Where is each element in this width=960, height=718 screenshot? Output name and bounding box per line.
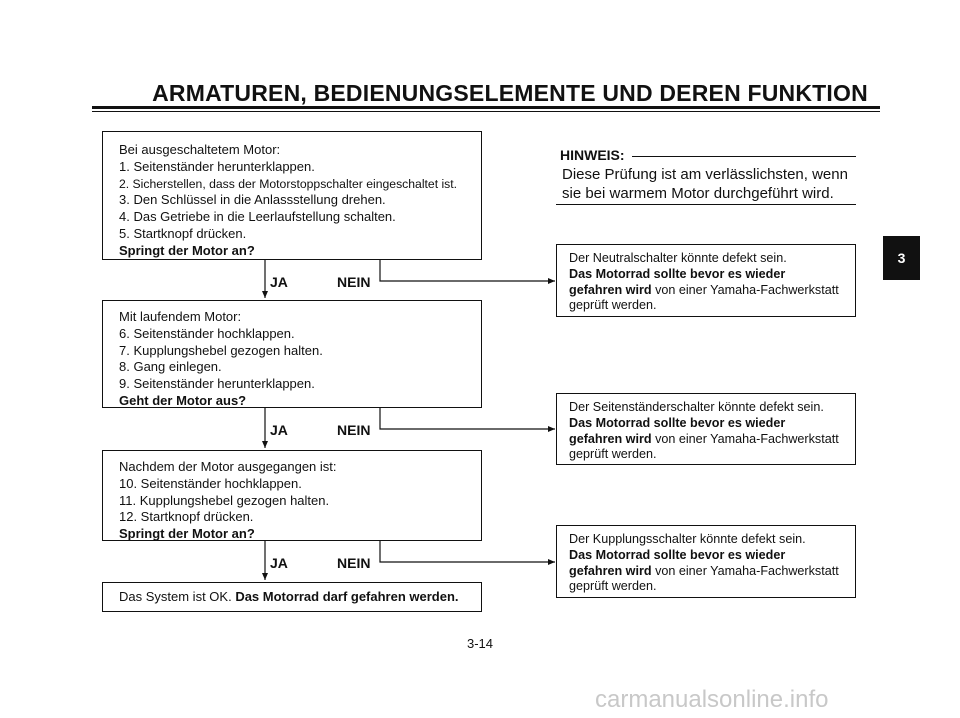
no-arrow-2 — [380, 408, 555, 429]
note-line: sie bei warmem Motor durchgeführt wird. — [562, 185, 834, 202]
step2-question: Geht der Motor aus? — [119, 392, 247, 408]
step2-line: Mit laufendem Motor: — [119, 309, 242, 324]
note-bottom-rule — [556, 204, 856, 205]
step1-question: Springt der Motor an? — [119, 242, 255, 258]
yes-label-3: JA — [270, 555, 288, 571]
fault3-bold: gefahren wird — [569, 563, 652, 578]
fault2-rest: von einer Yamaha-Fachwerkstatt — [651, 431, 839, 446]
fault3-line: Das Motorrad sollte bevor es wieder — [569, 547, 786, 562]
step1-line: 5. Startknopf drücken. — [119, 225, 247, 241]
no-label-2: NEIN — [337, 422, 371, 438]
step2-line: 8. Gang einlegen. — [119, 359, 222, 375]
yes-label-2: JA — [270, 422, 288, 438]
step1-line: Bei ausgeschaltetem Motor: — [119, 142, 281, 157]
no-label-1: NEIN — [337, 274, 371, 290]
step3-line: 12. Startknopf drücken. — [119, 509, 254, 525]
fault1-line: geprüft werden. — [569, 298, 657, 313]
page-title: ARMATUREN, BEDIENUNGSELEMENTE UND DEREN FUNKTION — [152, 80, 868, 106]
note-label: HINWEIS: — [560, 147, 625, 163]
step2-line: 9. Seitenständer herunterklappen. — [119, 376, 315, 392]
step-box-3 — [102, 450, 482, 541]
fault2-line: Das Motorrad sollte bevor es wieder — [569, 415, 786, 430]
step3-line: 11. Kupplungshebel gezogen halten. — [119, 492, 330, 508]
fault1-line: Der Neutralschalter könnte defekt sein. — [569, 251, 787, 265]
step2-line: 6. Seitenständer hochklappen. — [119, 325, 295, 341]
note-text — [562, 165, 848, 203]
step-box-2 — [102, 300, 482, 408]
fault2-bold: gefahren wird — [569, 431, 652, 446]
fault3-line: geprüft werden. — [569, 579, 657, 594]
fault1-line: Das Motorrad sollte bevor es wieder — [569, 266, 786, 281]
step1-line: 2. Sicherstellen, dass der Motorstoppschalter eingeschaltet ist. — [119, 176, 458, 191]
step3-line: Nachdem der Motor ausgegangen ist: — [119, 459, 337, 474]
watermark: carmanualsonline.info — [595, 686, 829, 713]
fault3-rest: von einer Yamaha-Fachwerkstatt — [651, 563, 839, 578]
final-box — [102, 582, 482, 612]
fault-box-2 — [556, 393, 856, 465]
fault1-bold: gefahren wird — [569, 282, 652, 297]
fault2-line: Der Seitenständerschalter könnte defekt sein. — [569, 400, 824, 414]
step-box-1 — [102, 131, 482, 260]
no-arrow-3 — [380, 541, 555, 562]
note-line: Diese Prüfung ist am verlässlichsten, wenn — [562, 166, 848, 183]
page-number: 3-14 — [466, 636, 494, 651]
step1-line: 4. Das Getriebe in die Leerlaufstellung schalten. — [119, 209, 396, 225]
no-label-3: NEIN — [337, 555, 371, 571]
step3-question: Springt der Motor an? — [119, 526, 255, 542]
fault3-line: Der Kupplungsschalter könnte defekt sein. — [569, 532, 806, 546]
fault-box-1 — [556, 244, 856, 317]
fault2-line: geprüft werden. — [569, 447, 657, 462]
fault1-rest: von einer Yamaha-Fachwerkstatt — [651, 282, 839, 297]
step1-line: 1. Seitenständer herunterklappen. — [119, 158, 315, 174]
no-arrow-1 — [380, 260, 555, 281]
step1-line: 3. Den Schlüssel in die Anlassstellung drehen. — [119, 192, 386, 208]
final-bold: Das Motorrad darf gefahren werden. — [235, 589, 459, 604]
chapter-tab: 3 — [883, 236, 920, 280]
note-rule — [632, 156, 856, 157]
fault-box-3 — [556, 525, 856, 598]
yes-label-1: JA — [270, 274, 288, 290]
step2-line: 7. Kupplungshebel gezogen halten. — [119, 342, 323, 358]
step3-line: 10. Seitenständer hochklappen. — [119, 475, 302, 491]
final-text: Das System ist OK. — [119, 589, 236, 604]
